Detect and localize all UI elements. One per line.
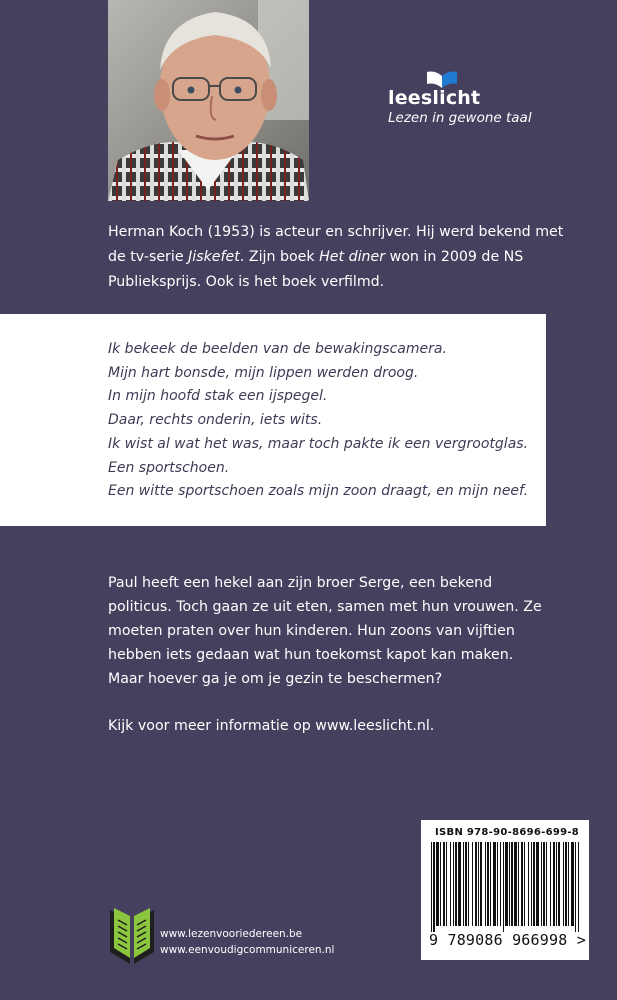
barcode-bar <box>490 842 491 926</box>
barcode-bar <box>514 842 517 926</box>
barcode-bar <box>531 842 532 926</box>
barcode-bar <box>565 842 567 926</box>
more-info: Kijk voor meer informatie op www.leeslicht.nl. <box>108 718 435 734</box>
barcode-bar <box>472 842 473 926</box>
barcode-bar <box>563 842 564 926</box>
bio-text-3: won in 2009 de NS Publieksprijs. Ook is het boek verfilmd. <box>108 249 524 290</box>
barcode-bar <box>546 842 547 926</box>
barcode-bar <box>575 842 576 932</box>
barcode-bar <box>463 842 464 926</box>
quote-line: Een sportschoen. <box>108 459 230 476</box>
barcode-bar <box>443 842 445 926</box>
barcode-bar <box>509 842 510 926</box>
barcode-bar <box>521 842 523 926</box>
open-book-icon <box>108 904 156 966</box>
bio-paragraph <box>108 220 578 295</box>
author-bio <box>108 220 578 295</box>
bio-series: Jiskefet <box>188 249 240 265</box>
summary-text: Paul heeft een hekel aan zijn broer Serge, een bekend politicus. Toch gaan ze uit eten, samen met hun vrouwen. Ze moeten praten over hun kinderen. Hun zoons van vijftien hebben iets gedaan wat hun toekomst kapot kan maken. Maar hoever ga je om je gezin te beschermen? <box>108 575 542 687</box>
footer-link-nl[interactable]: www.eenvoudigcommuniceren.nl <box>160 944 335 956</box>
barcode-bar <box>455 842 457 926</box>
barcode-bar <box>571 842 574 926</box>
barcode-bars <box>429 842 581 932</box>
barcode-bar <box>453 842 454 926</box>
barcode-bar <box>458 842 461 926</box>
barcode-bar <box>465 842 467 926</box>
barcode-bar <box>436 842 439 926</box>
barcode-bar <box>536 842 539 926</box>
barcode-bar <box>568 842 569 926</box>
bio-text-1: Herman Koch (1953) is acteur en schrijver. Hij werd bekend met de tv-serie <box>108 224 564 265</box>
barcode-digits: 9 789086 966998 > <box>429 931 586 949</box>
barcode-bar <box>431 842 432 932</box>
barcode-bar <box>533 842 535 926</box>
logo-brand: leeslicht <box>388 87 481 109</box>
barcode-bar <box>493 842 496 926</box>
barcode-bar <box>578 842 579 932</box>
author-photo <box>108 0 309 201</box>
barcode-bar <box>543 842 545 926</box>
logo-tagline: Lezen in gewone taal <box>388 110 532 126</box>
quote-line: Mijn hart bonsde, mijn lippen werden droog. <box>108 364 419 381</box>
footer-links <box>160 926 334 958</box>
barcode-bar <box>497 842 498 926</box>
barcode-bar <box>553 842 555 926</box>
barcode-bar <box>556 842 557 926</box>
barcode-bar <box>518 842 519 926</box>
barcode-bar <box>500 842 501 926</box>
barcode-bar <box>433 842 435 932</box>
quote-line: In mijn hoofd stak een ijspegel. <box>108 388 328 405</box>
barcode-bar <box>524 842 525 926</box>
barcode-bar <box>550 842 551 926</box>
barcode-bar <box>478 842 479 926</box>
quote-line: Daar, rechts onderin, iets wits. <box>108 412 323 429</box>
barcode-bar <box>558 842 560 926</box>
barcode-bar <box>440 842 441 926</box>
quote-line: Een witte sportschoen zoals mijn zoon draagt, en mijn neef. <box>108 483 529 500</box>
barcode-bar <box>446 842 447 926</box>
barcode-bar <box>528 842 529 926</box>
footer-link-be[interactable]: www.lezenvooriedereen.be <box>160 928 303 940</box>
barcode-bar <box>475 842 477 926</box>
barcode-bar <box>487 842 489 926</box>
barcode-bar <box>480 842 482 926</box>
isbn-label: ISBN 978-90-8696-699-8 <box>435 827 580 838</box>
barcode-bar <box>541 842 542 926</box>
author-portrait-icon <box>108 0 309 201</box>
barcode-bar <box>468 842 469 926</box>
leeslicht-logo <box>388 70 548 130</box>
bio-text-2: . Zijn boek <box>239 249 320 265</box>
barcode-bar <box>511 842 513 926</box>
quote-line: Ik wist al wat het was, maar toch pakte ik een vergrootglas. <box>108 435 529 452</box>
barcode-bar <box>485 842 486 926</box>
quote-box <box>0 314 546 526</box>
book-summary <box>108 571 548 691</box>
quote-line: Ik bekeek de beelden van de bewakingscamera. <box>108 341 447 357</box>
quote-lines <box>108 338 538 504</box>
barcode-bar <box>503 842 504 932</box>
bio-book: Het diner <box>319 249 386 265</box>
barcode-bar <box>505 842 508 926</box>
barcode-card <box>421 820 589 960</box>
barcode-bar <box>450 842 451 926</box>
